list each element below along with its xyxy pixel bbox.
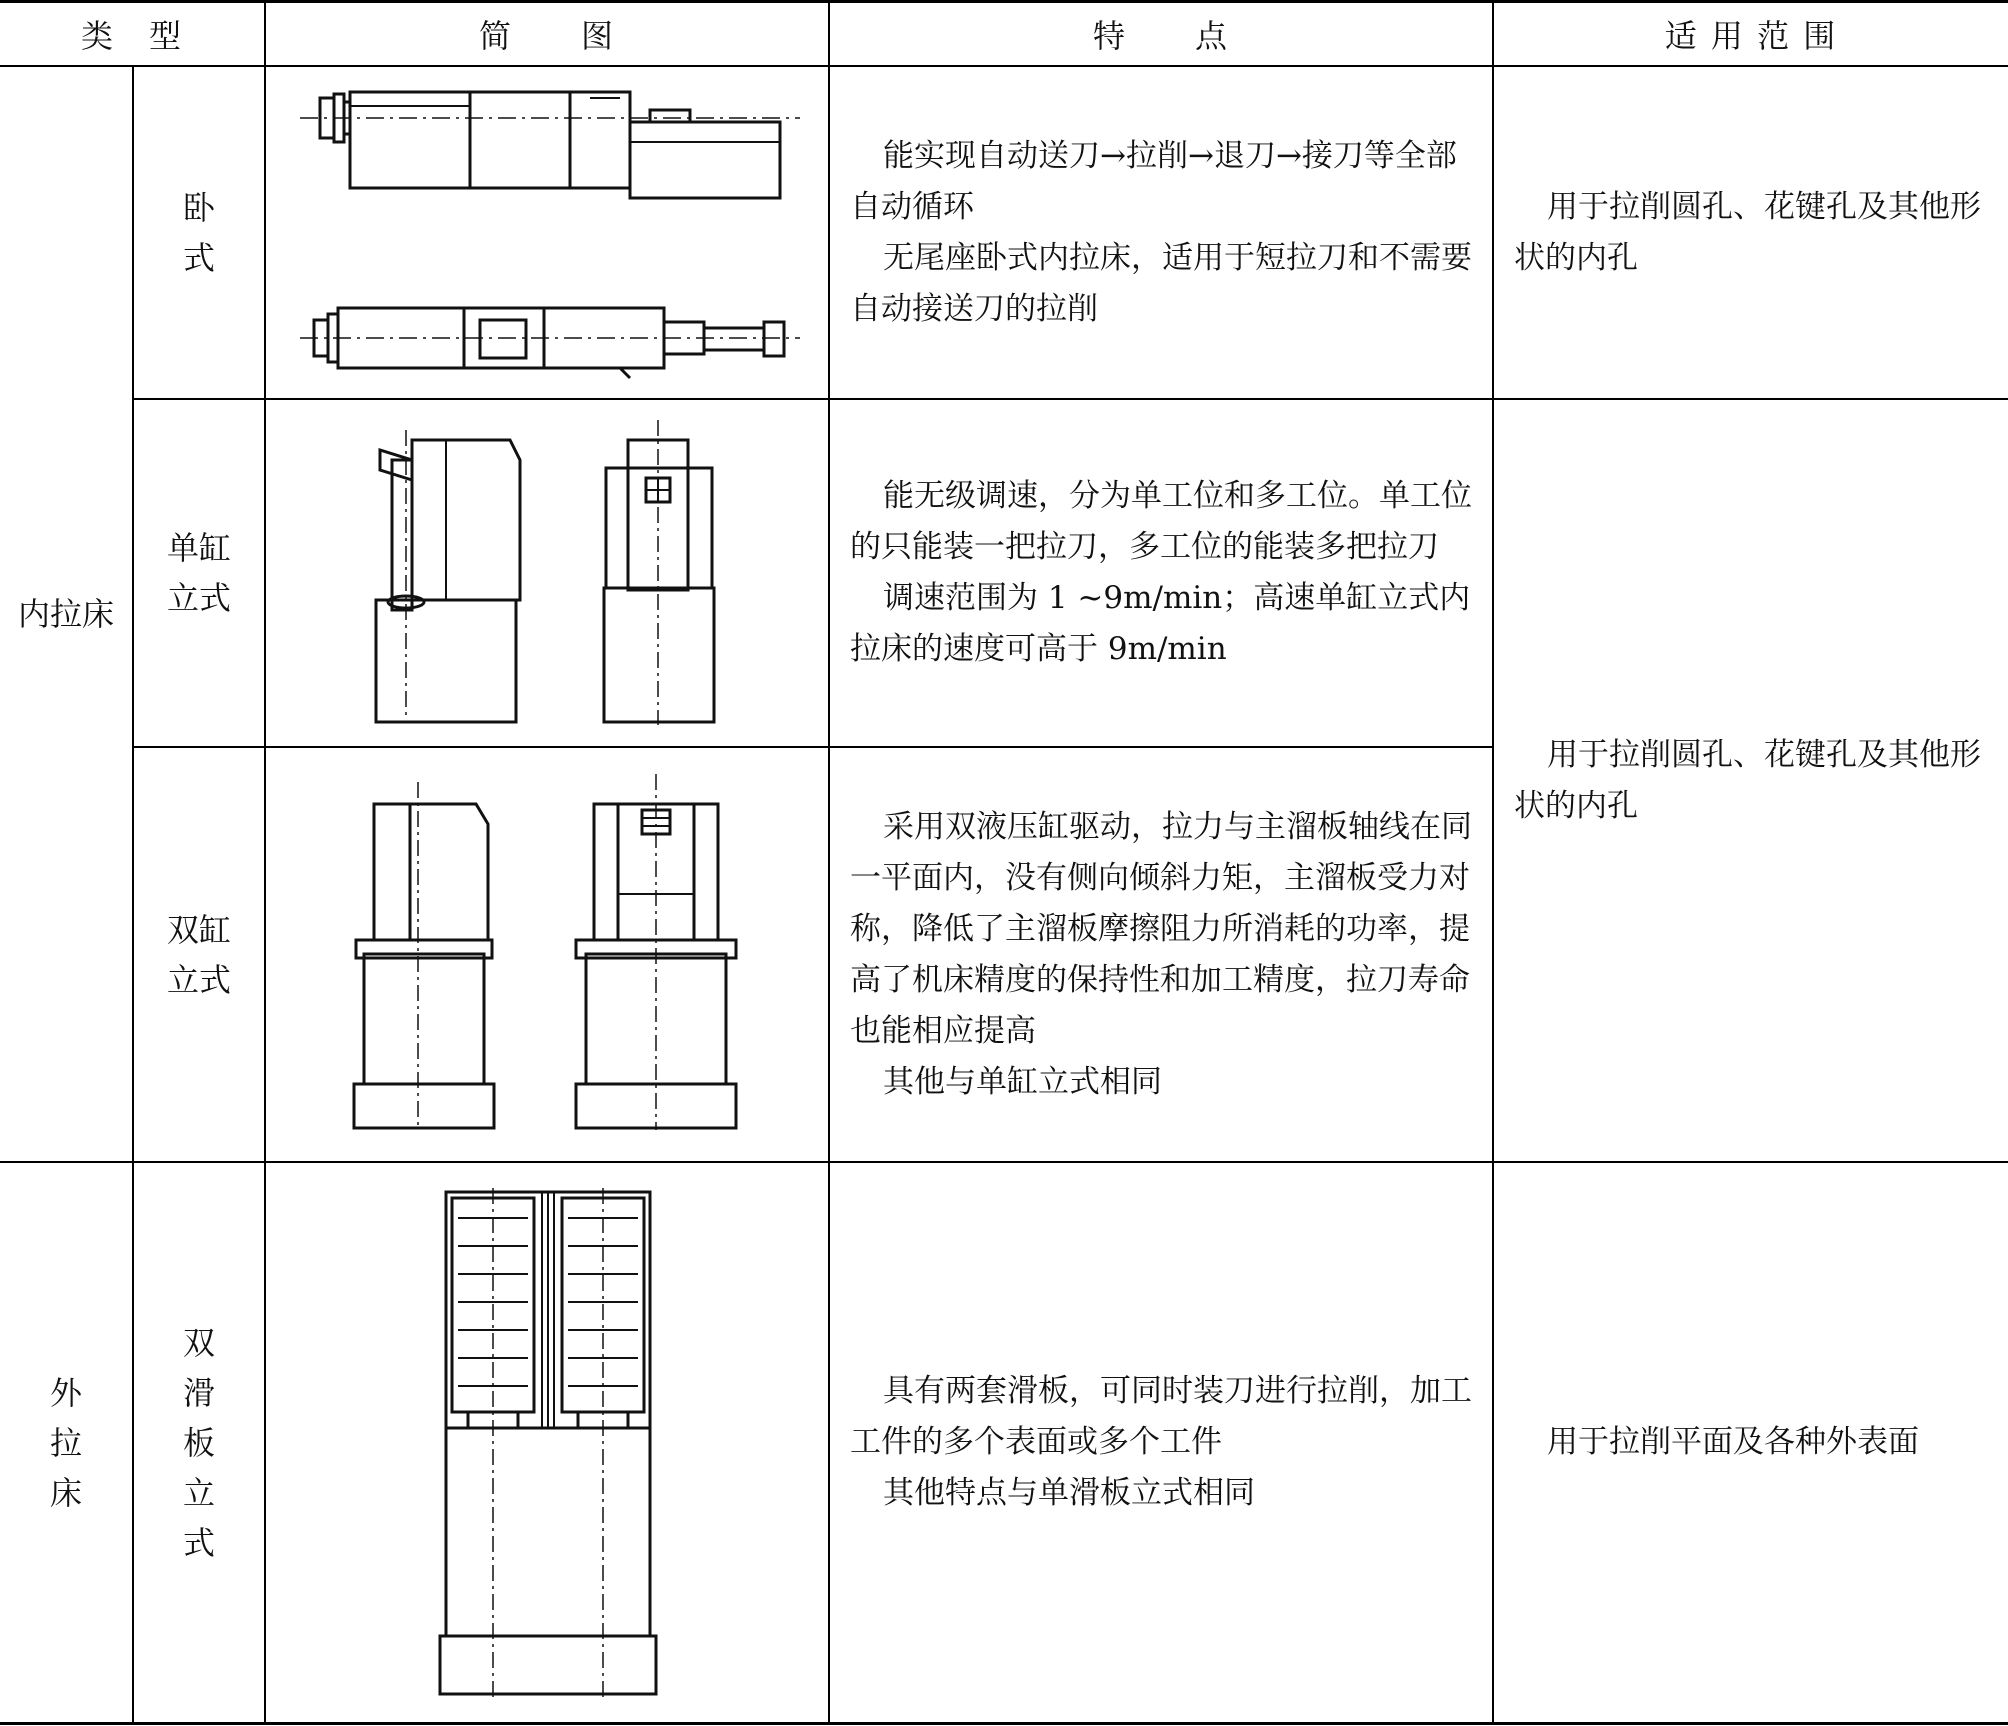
features-horizontal xyxy=(830,67,1492,398)
header-features-label: 特 点 xyxy=(1092,16,1229,55)
features-double-cylinder xyxy=(830,748,1492,1161)
features-double-cylinder-para-1: 采用双液压缸驱动，拉力与主溜板轴线在同一平面内，没有侧向倾斜力矩，主溜板受力对称，降低了主溜板摩擦阻力所消耗的功率，提高了机床精度的保持性和加工精度，拉刀寿命也能相应提高 xyxy=(850,808,1472,1049)
table-bottom-border xyxy=(0,1722,2008,1725)
header-features xyxy=(830,2,1492,65)
scope-vertical xyxy=(1494,400,2008,1161)
type-double-slide-vertical: 双 滑 板 立 式 xyxy=(182,1323,215,1562)
type-single-cylinder-vertical: 单缸 立式 xyxy=(166,529,231,617)
features-single-cylinder-para-1: 能无级调速，分为单工位和多工位。单工位的只能装一把拉刀，多工位的能装多把拉刀 xyxy=(850,478,1472,565)
features-single-cylinder-para-2: 调速范围为 1 ~9m/min；高速单缸立式内拉床的速度可高于 9m/min xyxy=(850,580,1471,667)
type-double-cylinder-vertical: 双缸 立式 xyxy=(166,910,231,999)
diagram-col-divider xyxy=(264,0,266,1724)
scope-vertical-text: 用于拉削圆孔、花键孔及其他形状的内孔 xyxy=(1514,736,1981,824)
scope-double-slide xyxy=(1494,1163,2008,1722)
type-horizontal: 卧 式 xyxy=(182,188,215,277)
single-cylinder-vertical-machine-drawing-icon xyxy=(360,420,740,730)
header-scope-label: 适 用 范 围 xyxy=(1664,16,1838,55)
header-scope xyxy=(1494,2,2008,65)
features-horizontal-para-2: 无尾座卧式内拉床，适用于短拉刀和不需要自动接送刀的拉削 xyxy=(850,239,1472,327)
scope-horizontal-text: 用于拉削圆孔、花键孔及其他形状的内孔 xyxy=(1514,188,1981,276)
features-horizontal-para-1: 能实现自动送刀→拉削→退刀→接刀等全部自动循环 xyxy=(850,137,1457,225)
double-slide-vertical-machine-drawing-icon xyxy=(438,1188,658,1698)
header-diagram xyxy=(266,2,828,65)
features-double-slide xyxy=(830,1163,1492,1722)
header-type-label: 类 型 xyxy=(80,16,183,55)
features-double-cylinder-para-2: 其他与单缸立式相同 xyxy=(883,1063,1162,1100)
scope-double-slide-text: 用于拉削平面及各种外表面 xyxy=(1547,1424,1919,1460)
scope-horizontal xyxy=(1494,67,2008,398)
header-type xyxy=(0,2,264,65)
group-external-label: 外 拉 床 xyxy=(49,1373,82,1512)
group-internal-label: 内拉床 xyxy=(17,595,114,633)
horizontal-broaching-machine-drawing-icon xyxy=(290,82,810,382)
header-diagram-label: 简 图 xyxy=(478,16,615,55)
double-cylinder-vertical-machine-drawing-icon xyxy=(348,764,748,1134)
features-single-cylinder xyxy=(830,400,1492,746)
features-double-slide-para-1: 具有两套滑板，可同时装刀进行拉削，加工工件的多个表面或多个工件 xyxy=(850,1373,1472,1460)
features-double-slide-para-2: 其他特点与单滑板立式相同 xyxy=(883,1475,1255,1511)
